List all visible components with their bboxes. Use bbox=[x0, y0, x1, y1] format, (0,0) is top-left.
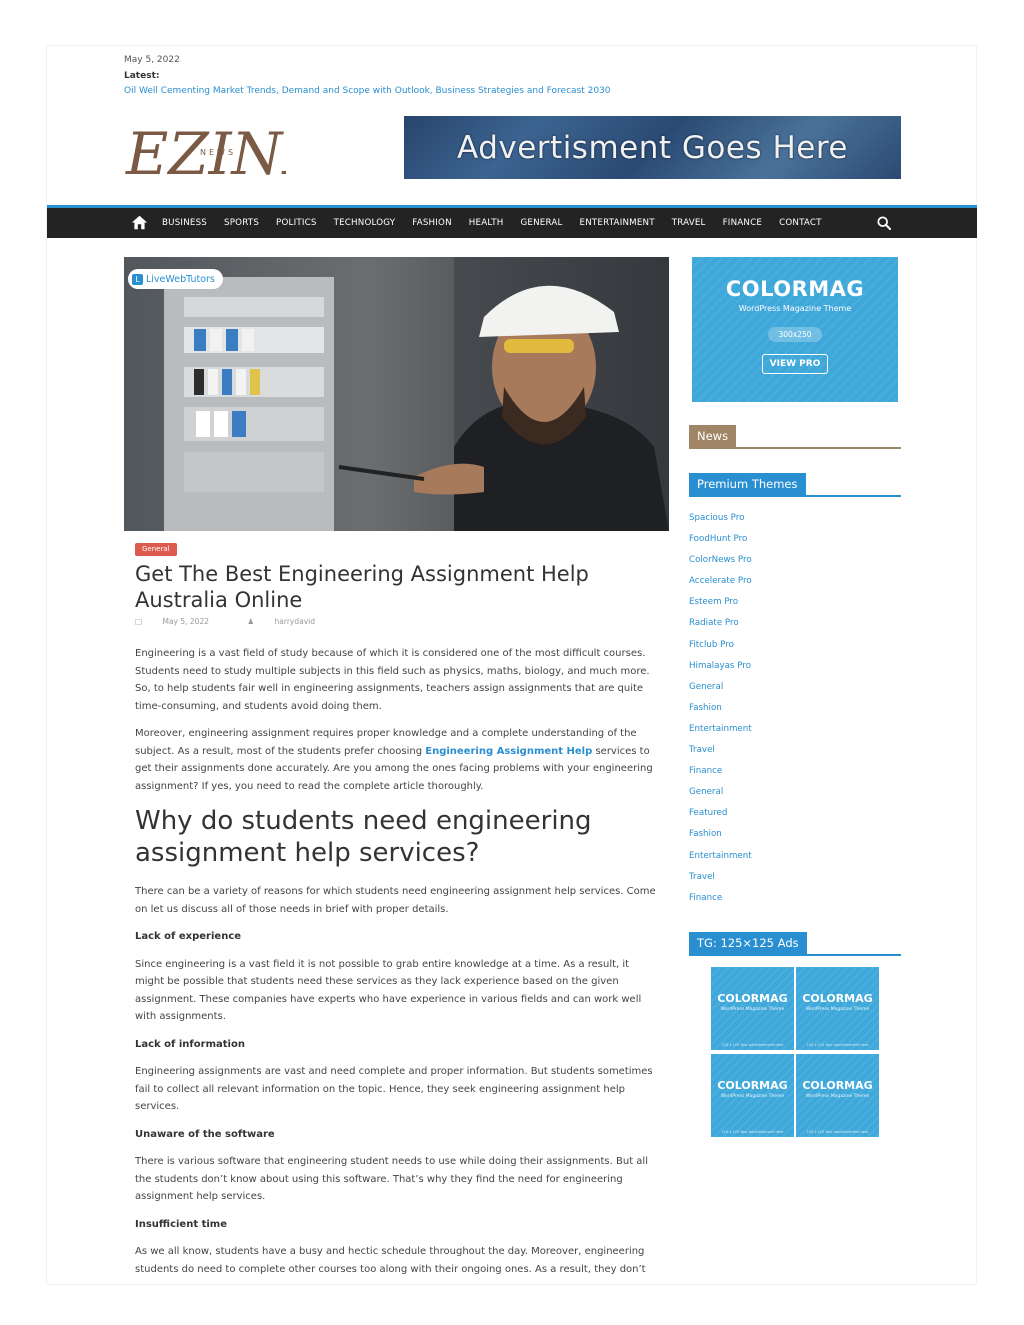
nav-item-business[interactable]: BUSINESS bbox=[162, 218, 208, 228]
sidebar-link-finance-2[interactable]: Finance bbox=[689, 892, 723, 903]
premium-link-spacious-pro[interactable]: Spacious Pro bbox=[689, 513, 745, 523]
premium-link-himalayas-pro[interactable]: Himalayas Pro bbox=[689, 660, 752, 671]
ad-125-2[interactable] bbox=[796, 967, 879, 1050]
subheading-experience: Lack of experience bbox=[135, 931, 242, 942]
sidebar-ad-size: 300x250 bbox=[768, 327, 821, 342]
sidebar-ad-title: COLORMAG bbox=[725, 277, 865, 301]
site-logo[interactable] bbox=[124, 118, 286, 184]
nav-item-fashion[interactable]: FASHION bbox=[412, 218, 452, 228]
search-icon[interactable] bbox=[877, 216, 891, 230]
sidebar-link-fashion[interactable]: Fashion bbox=[689, 702, 722, 713]
subheading-software: Unaware of the software bbox=[135, 1128, 275, 1140]
sidebar-link-travel[interactable]: Travel bbox=[689, 745, 715, 756]
tg-ads-label: TG: 125×125 Ads bbox=[689, 932, 807, 954]
sidebar-link-travel-2[interactable]: Travel bbox=[689, 871, 715, 882]
sidebar-link-entertainment-2[interactable]: Entertainment bbox=[689, 850, 752, 861]
news-widget-title bbox=[689, 425, 901, 449]
paragraph-reasons: There can be a variety of reasons for which students need engineering assignment help services. Come on let us discuss all of those needs in brief with proper details. bbox=[135, 886, 656, 915]
latest-news-link[interactable]: Oil Well Cementing Market Trends, Demand and Scope with Outlook, Business Strategies and Forecast 2030 bbox=[124, 86, 611, 96]
post-author-text: harrydavid bbox=[274, 617, 315, 626]
nav-item-sports[interactable]: SPORTS bbox=[224, 218, 260, 228]
paragraph-knowledge-end: services to get their assignments done accurately. Are you among the ones facing problems with your engineering assignment? If yes, you need to read the complete article thoroughly. bbox=[135, 745, 653, 792]
ad-125-4[interactable] bbox=[796, 1054, 879, 1137]
ad-125-3-footer: 125 x 125 Your advertisement here bbox=[721, 1130, 784, 1134]
paragraph-knowledge bbox=[135, 725, 660, 795]
header-ad-banner[interactable] bbox=[404, 116, 901, 179]
premium-themes-widget-title bbox=[689, 473, 901, 497]
livewebtutors-badge bbox=[128, 269, 223, 289]
paragraph-intro: Engineering is a vast field of study because of which it is considered one of the most difficult courses. Students need to study multiple subjects in this field such as physics, maths, biology, and much more. So, to help students fair well in engineering assignments, teachers assign assignments that are quite time-consuming, and students avoid doing them. bbox=[135, 648, 650, 712]
post-date[interactable] bbox=[135, 617, 227, 626]
post-author[interactable] bbox=[247, 617, 333, 626]
latest-label: Latest: bbox=[124, 70, 160, 81]
nav-item-politics[interactable]: POLITICS bbox=[276, 218, 317, 228]
sidebar-link-featured[interactable]: Featured bbox=[689, 808, 728, 819]
featured-image[interactable] bbox=[124, 257, 669, 531]
nav-item-travel[interactable]: TRAVEL bbox=[671, 218, 706, 228]
post-title: Get The Best Engineering Assignment Help Australia Online bbox=[135, 562, 589, 612]
engineering-assignment-help-link[interactable]: Engineering Assignment Help bbox=[425, 745, 593, 757]
main-nav bbox=[47, 205, 977, 238]
tg-ads-widget-title bbox=[689, 932, 901, 956]
nav-item-health[interactable]: HEALTH bbox=[468, 218, 504, 228]
subheading-time: Insufficient time bbox=[135, 1218, 227, 1230]
ad-125-1-footer: 125 x 125 Your advertisement here bbox=[721, 1043, 784, 1047]
ad-125-1-subtitle: WordPress Magazine Theme bbox=[720, 1007, 785, 1012]
sidebar-link-fashion-2[interactable]: Fashion bbox=[689, 829, 722, 840]
featured-image-illustration bbox=[124, 257, 669, 531]
category-tag[interactable]: General bbox=[135, 543, 177, 556]
premium-link-accelerate-pro[interactable]: Accelerate Pro bbox=[689, 576, 752, 587]
section-heading: Why do students need engineering assignment help services? bbox=[135, 806, 592, 868]
sidebar-ad-subtitle: WordPress Magazine Theme bbox=[738, 304, 852, 313]
livewebtutors-icon: L bbox=[132, 274, 143, 285]
sidebar-link-general-2[interactable]: General bbox=[689, 787, 724, 798]
ad-125-2-footer: 125 x 125 Your advertisement here bbox=[806, 1043, 869, 1047]
ad-125-4-title: COLORMAG bbox=[802, 1079, 873, 1092]
nav-item-general[interactable]: GENERAL bbox=[520, 218, 563, 228]
paragraph-knowledge-start: Moreover, engineering assignment requires proper knowledge and a complete understanding of the subject. As a result, most of the students prefer choosing bbox=[135, 728, 637, 757]
premium-themes-list bbox=[689, 510, 752, 911]
premium-link-foodhunt-pro[interactable]: FoodHunt Pro bbox=[689, 534, 748, 545]
premium-link-fitclub-pro[interactable]: Fitclub Pro bbox=[689, 639, 734, 650]
nav-item-contact[interactable]: CONTACT bbox=[779, 218, 822, 228]
logo-main-text: EZIN bbox=[126, 120, 283, 184]
article-body bbox=[135, 645, 660, 1288]
ad-125-1[interactable] bbox=[711, 967, 794, 1050]
premium-link-radiate-pro[interactable]: Radiate Pro bbox=[689, 618, 739, 629]
paragraph-information: Engineering assignments are vast and need complete and proper information. But students sometimes fail to collect all relevant information on the topic. Hence, they seek engineering assignment help services. bbox=[135, 1066, 653, 1112]
sidebar-link-entertainment[interactable]: Entertainment bbox=[689, 723, 752, 734]
news-widget-label: News bbox=[689, 425, 736, 447]
nav-menu bbox=[162, 208, 839, 238]
sidebar-ad-300x250[interactable] bbox=[692, 257, 898, 402]
subheading-information: Lack of information bbox=[135, 1038, 245, 1050]
sidebar-link-general[interactable]: General bbox=[689, 681, 724, 692]
nav-item-entertainment[interactable]: ENTERTAINMENT bbox=[579, 218, 655, 228]
home-icon[interactable] bbox=[131, 214, 148, 231]
livewebtutors-label: LiveWebTutors bbox=[146, 273, 215, 285]
calendar-icon: □ bbox=[135, 617, 143, 626]
paragraph-software: There is various software that engineering student needs to use while doing their assignments. But all the students don’t know about using this software. That’s why they find the need for engineering assignment help services. bbox=[135, 1156, 648, 1202]
view-pro-button[interactable]: VIEW PRO bbox=[762, 354, 828, 374]
premium-themes-label: Premium Themes bbox=[689, 473, 806, 495]
ad-125-1-title: COLORMAG bbox=[717, 992, 788, 1005]
ad-125-3[interactable] bbox=[711, 1054, 794, 1137]
ad-125-4-subtitle: WordPress Magazine Theme bbox=[805, 1094, 870, 1099]
user-icon: ♟ bbox=[247, 617, 255, 626]
nav-item-finance[interactable]: FINANCE bbox=[722, 218, 763, 228]
premium-link-colornews-pro[interactable]: ColorNews Pro bbox=[689, 555, 752, 566]
ad-125-4-footer: 125 x 125 Your advertisement here bbox=[806, 1130, 869, 1134]
header-ad-text: Advertisment Goes Here bbox=[457, 129, 848, 166]
header-date: May 5, 2022 bbox=[124, 55, 180, 65]
ad-125-2-title: COLORMAG bbox=[802, 992, 873, 1005]
ad-125-3-subtitle: WordPress Magazine Theme bbox=[720, 1094, 785, 1099]
logo-sub-text: NEWS bbox=[200, 148, 237, 157]
premium-link-esteem-pro[interactable]: Esteem Pro bbox=[689, 597, 739, 608]
post-date-text: May 5, 2022 bbox=[162, 617, 210, 626]
paragraph-experience: Since engineering is a vast field it is not possible to grab entire knowledge at a time. As a result, it might be possible that students need these services as they lack experience based on the given assignment. These companies have experts who have experience in various fields and can work well with assignments. bbox=[135, 958, 642, 1022]
sidebar-link-finance[interactable]: Finance bbox=[689, 766, 723, 777]
top-bar bbox=[124, 53, 904, 100]
paragraph-time: As we all know, students have a busy and hectic schedule throughout the day. Moreover, engineering students do need to complete other courses too along with their ongoing ones. As a result, they don’t bbox=[135, 1246, 646, 1275]
ad-125-2-subtitle: WordPress Magazine Theme bbox=[805, 1007, 870, 1012]
nav-item-technology[interactable]: TECHNOLOGY bbox=[333, 218, 396, 228]
post-meta bbox=[135, 617, 351, 626]
ad-125-3-title: COLORMAG bbox=[717, 1079, 788, 1092]
